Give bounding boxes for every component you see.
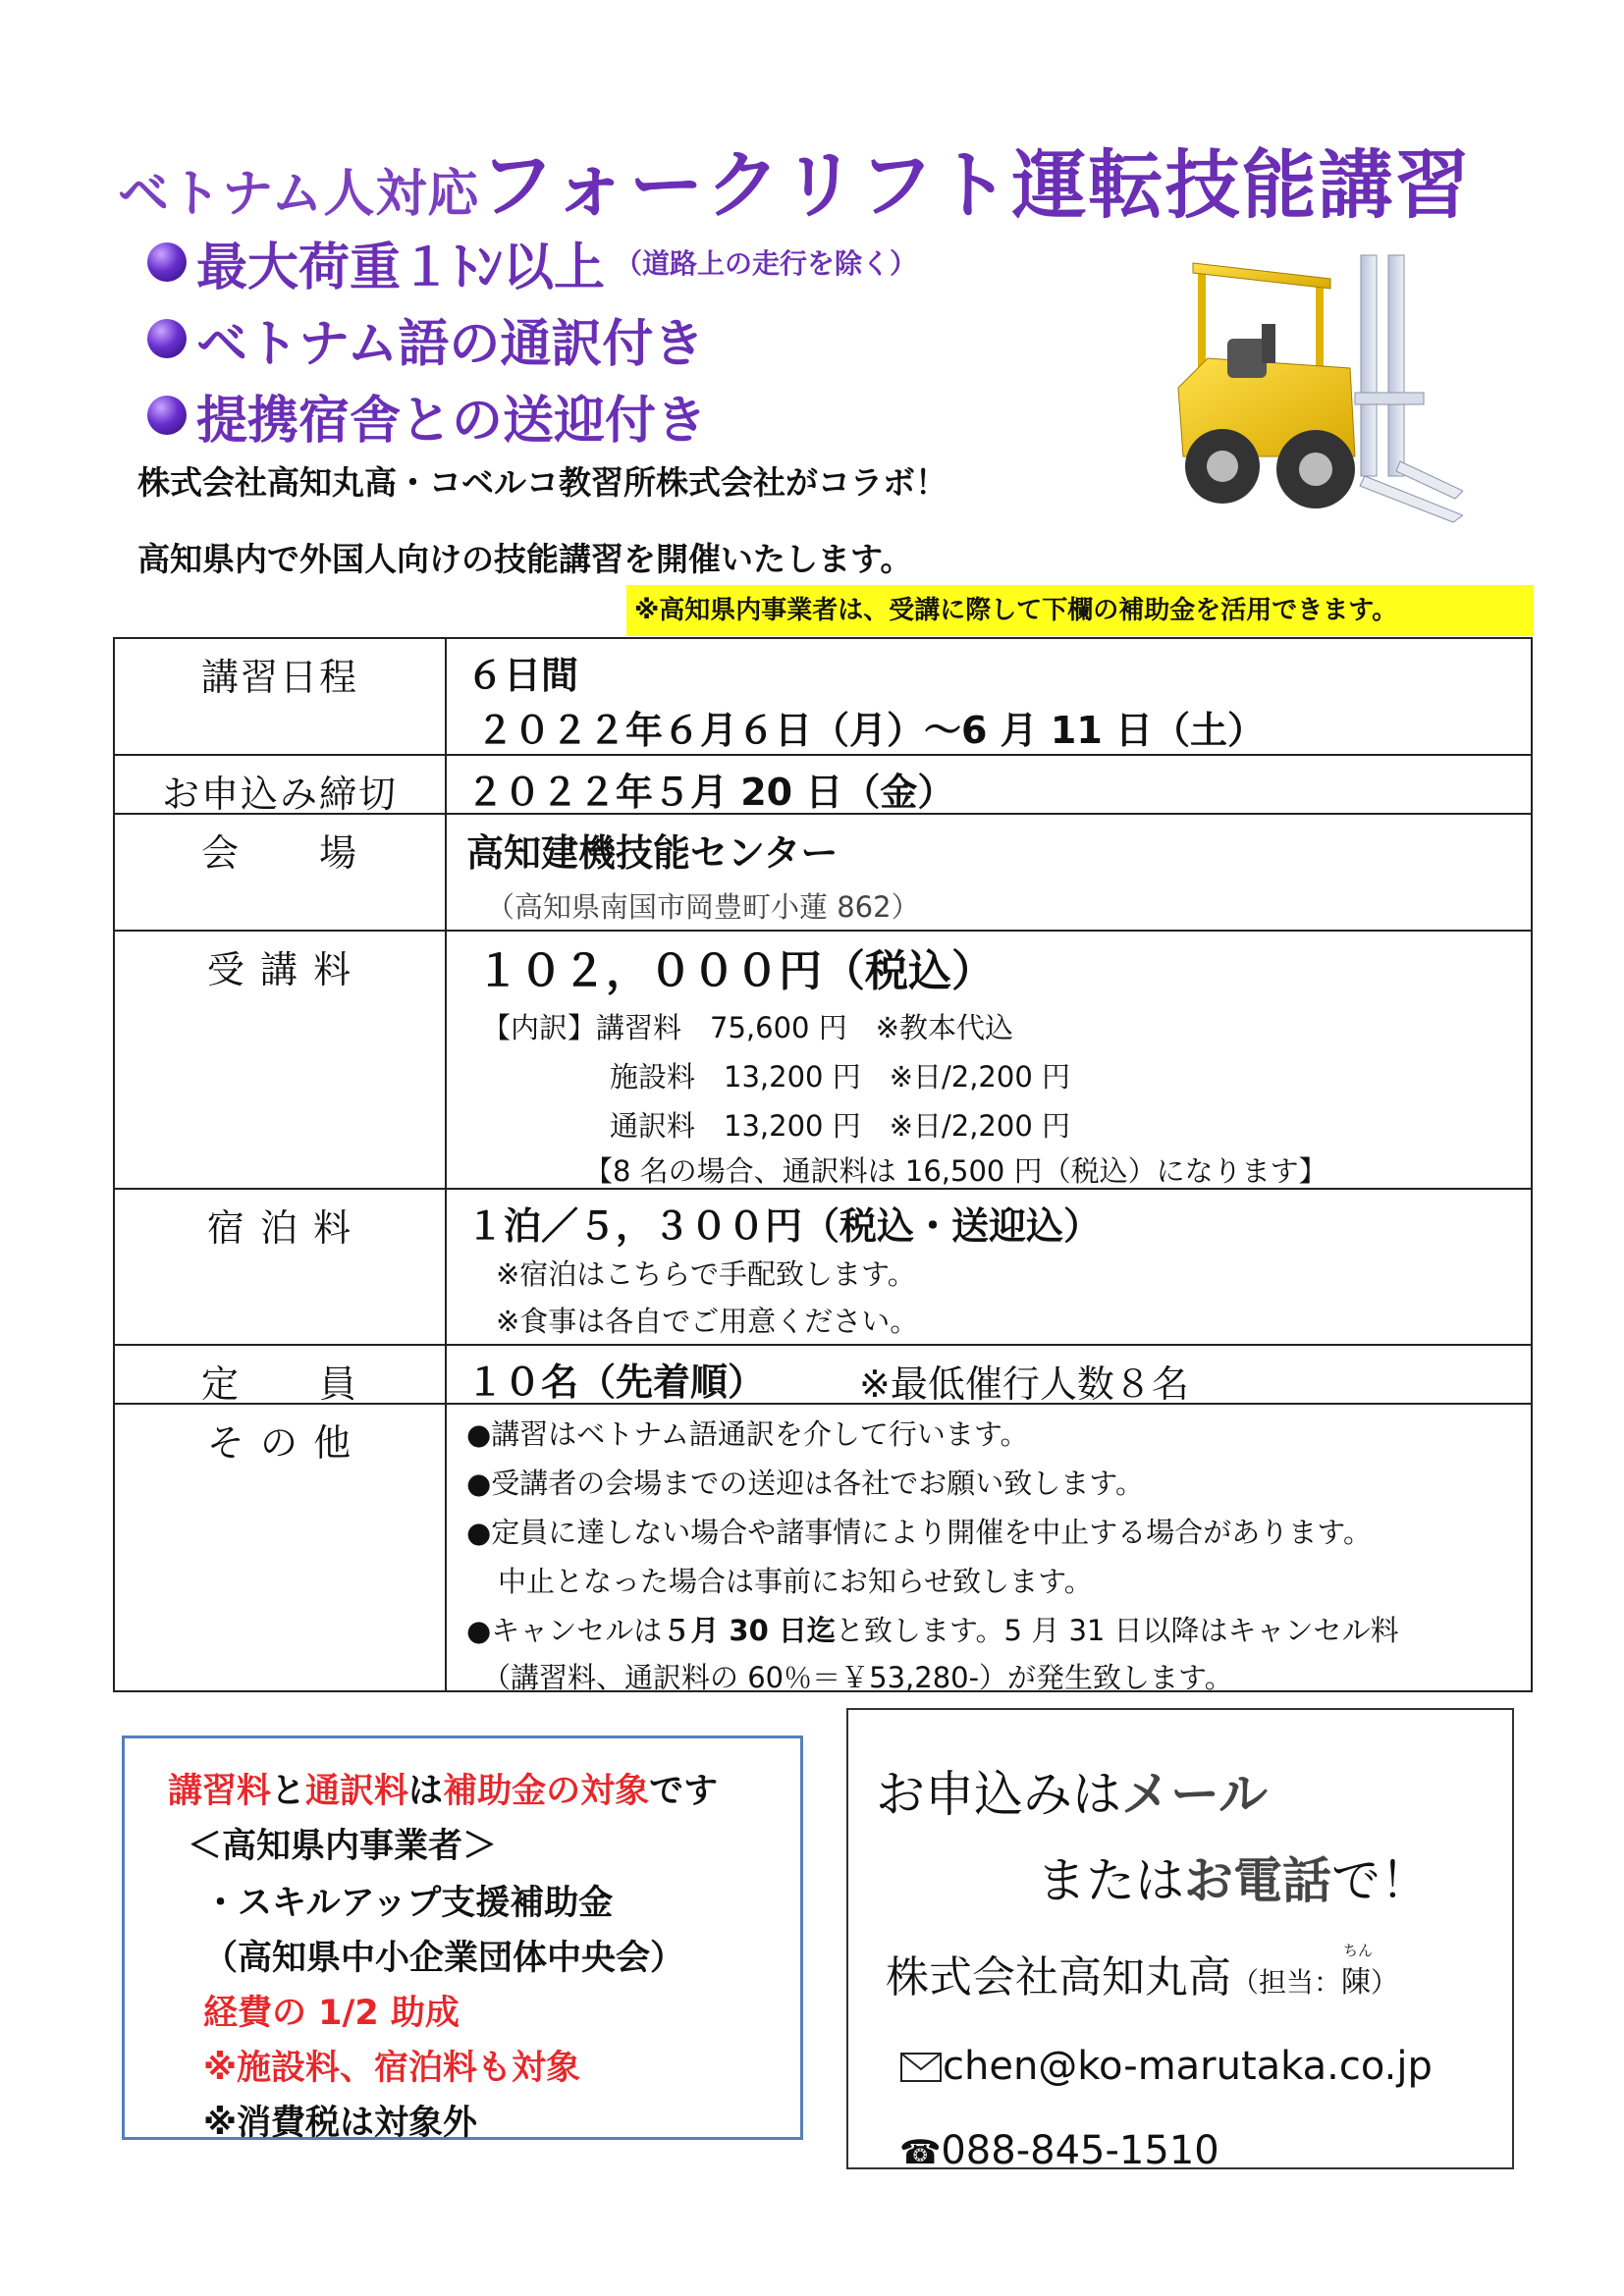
person-name: 陳: [1341, 1965, 1372, 2000]
course-info-table: [113, 637, 1533, 1692]
feature-item: [147, 224, 917, 300]
cancel-text: と致します。5 月 31 日以降はキャンセル料: [835, 1614, 1399, 1647]
feature-text: ベトナム語の通訳付き: [196, 314, 705, 374]
feature-item: [147, 377, 917, 454]
row-label: 定 員: [115, 1346, 447, 1403]
lodging-amount: １泊／５，３００円（税込・送迎込）: [466, 1204, 1102, 1248]
title-main: フォークリフト運転技能講習: [479, 141, 1472, 229]
cancel-policy: [466, 1609, 1399, 1649]
lodging-note: ※食事は各自でご用意ください。: [496, 1305, 919, 1338]
contact-heading-part: お電話: [1184, 1852, 1331, 1909]
contact-heading-part: または: [1037, 1852, 1184, 1909]
subsidy-org: （高知県中小企業団体中央会）: [203, 1939, 685, 1978]
other-line: 中止となった場合は事前にお知らせ致します。: [498, 1565, 1093, 1598]
fee-breakdown-line: 【内訳】講習料 75,600 円 ※教本代込: [482, 1011, 1013, 1044]
contact-email[interactable]: [899, 2044, 1433, 2089]
bullet-dot-icon: [147, 242, 187, 282]
person-suffix: ）: [1371, 1966, 1399, 1999]
email-address[interactable]: chen@ko-marutaka.co.jp: [943, 2044, 1433, 2089]
subsidy-heading-part: 補助金の対象: [443, 1772, 650, 1811]
phone-icon: ☎: [899, 2133, 942, 2172]
subsidy-heading-part: 講習料: [168, 1772, 272, 1811]
fee-breakdown-line: 通訳料 13,200 円 ※日/2,200 円: [610, 1109, 1070, 1143]
contact-heading-part: メール: [1121, 1766, 1268, 1823]
deadline-date: ２０２２年５月 20 日（金）: [466, 771, 955, 814]
subsidy-tax: ※消費税は対象外: [203, 2104, 478, 2143]
company-name: 株式会社高知丸高: [886, 1952, 1231, 2002]
subsidy-rate: 経費の 1/2 助成: [203, 1994, 460, 2033]
cancel-text: ●キャンセルは: [466, 1614, 663, 1647]
table-row-lodging: [115, 1190, 1531, 1346]
capacity-value: １０名（先着順）: [466, 1361, 766, 1404]
fee-breakdown-line: 施設料 13,200 円 ※日/2,200 円: [610, 1060, 1070, 1094]
other-line: ●受講者の会場までの送迎は各社でお願い致します。: [466, 1467, 1144, 1500]
subsidy-heading: [168, 1764, 718, 1813]
feature-list: [147, 224, 917, 454]
page-title: [118, 126, 1532, 229]
contact-phone[interactable]: [899, 2128, 1219, 2173]
row-label: 受 講 料: [115, 932, 447, 1188]
other-line: ●定員に達しない場合や諸事情により開催を中止する場合があります。: [466, 1516, 1372, 1549]
subsidy-heading-part: と: [271, 1772, 306, 1811]
row-label: お申込み締切: [115, 756, 447, 813]
venue-address: （高知県南国市岡豊町小蓮 862）: [486, 890, 920, 924]
row-label: 宿 泊 料: [115, 1190, 447, 1344]
mail-icon: [899, 2052, 943, 2083]
subsidy-box: [122, 1735, 803, 2143]
row-label: 講習日程: [115, 639, 447, 754]
table-row-deadline: [115, 756, 1531, 815]
bullet-dot-icon: [147, 396, 187, 435]
feature-item: [147, 300, 917, 377]
cancel-fee: （講習料、通訳料の 60％＝￥53,280-）が発生致します。: [482, 1661, 1233, 1694]
forklift-icon: [1168, 245, 1463, 530]
person-prefix: （担当：: [1231, 1966, 1342, 1999]
contact-heading: [876, 1755, 1268, 1826]
title-prefix: ベトナム人対応: [118, 164, 480, 224]
feature-note: （道路上の走行を除く）: [615, 247, 918, 280]
feature-text: 最大荷重１ﾄﾝ以上: [196, 238, 606, 297]
phone-number[interactable]: 088-845-1510: [941, 2128, 1219, 2173]
fee-note: 【8 名の場合、通訳料は 16,500 円（税込）になります】: [584, 1154, 1327, 1188]
contact-subheading: [1037, 1842, 1430, 1912]
contact-heading-part: で！: [1331, 1852, 1430, 1909]
subsidy-heading-part: は: [408, 1772, 444, 1811]
subsidy-notice: ※高知県内事業者は、受講に際して下欄の補助金を活用できます。: [626, 585, 1534, 636]
row-label: 会 場: [115, 815, 447, 930]
intro-announcement: 高知県内で外国人向けの技能講習を開催いたします。: [137, 540, 913, 578]
contact-company: [886, 1942, 1398, 2004]
subsidy-heading-part: 通訳料: [305, 1772, 409, 1811]
subsidy-target: ＜高知県内事業者＞: [188, 1827, 498, 1866]
table-row-schedule: [115, 639, 1531, 756]
contact-box: [846, 1708, 1514, 2173]
fee-amount: １０２，０００円（税込）: [476, 946, 995, 996]
other-line: ●講習はベトナム語通訳を介して行います。: [466, 1417, 1029, 1451]
capacity-note: ※最低催行人数８名: [859, 1362, 1189, 1406]
bullet-dot-icon: [147, 319, 187, 358]
contact-person: [1341, 1942, 1374, 2000]
lodging-note: ※宿泊はこちらで手配致します。: [496, 1257, 916, 1291]
table-row-capacity: [115, 1346, 1531, 1405]
schedule-dates: ２０２２年６月６日（月）～6 月 11 日（土）: [476, 709, 1266, 752]
subsidy-also: ※施設料、宿泊料も対象: [203, 2049, 581, 2088]
table-row-fee: [115, 932, 1531, 1190]
contact-heading-part: お申込みは: [876, 1766, 1121, 1823]
row-label: そ の 他: [115, 1405, 447, 1690]
table-row-venue: [115, 815, 1531, 932]
venue-name: 高知建機技能センター: [466, 831, 839, 875]
intro-collab: 株式会社高知丸高・コベルコ教習所株式会社がコラボ！: [137, 463, 947, 502]
feature-text: 提携宿舎との送迎付き: [196, 391, 708, 451]
subsidy-heading-part: です: [649, 1772, 719, 1811]
cancel-deadline: ５月 30 日迄: [662, 1614, 836, 1647]
subsidy-name: ・スキルアップ支援補助金: [203, 1884, 614, 1923]
table-row-other: [115, 1405, 1531, 1694]
person-ruby: ちん: [1343, 1942, 1374, 1959]
schedule-duration: ６日間: [466, 654, 579, 697]
